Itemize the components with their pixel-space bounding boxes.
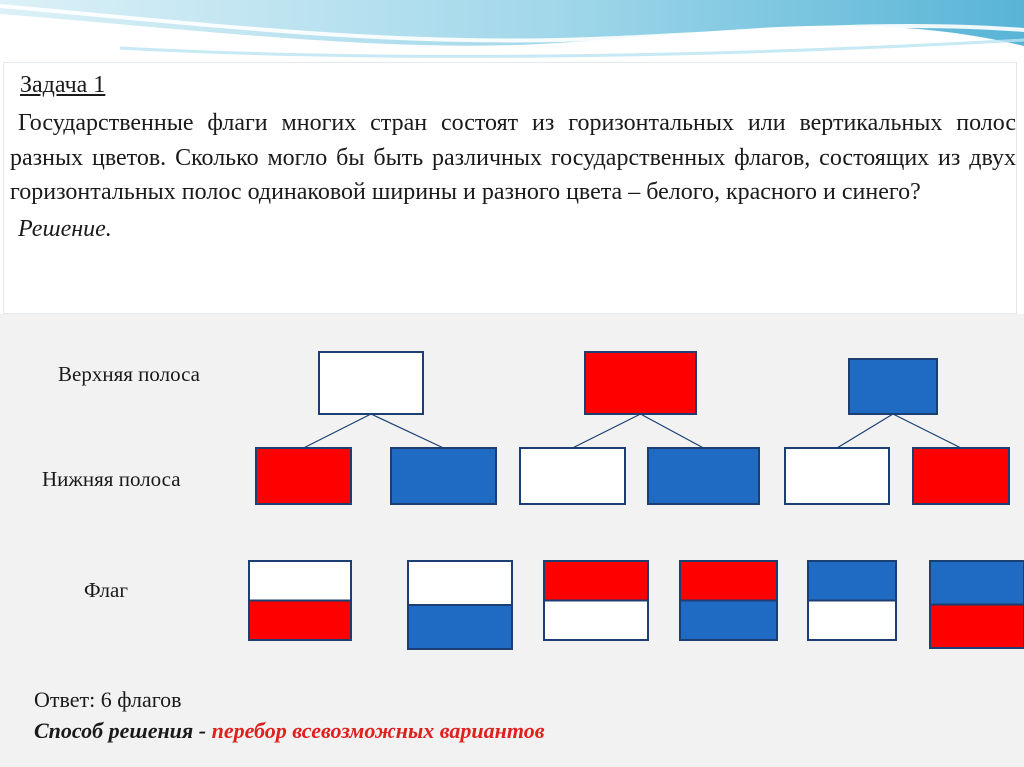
tree-connector [893, 414, 961, 448]
top-stripe-red [585, 352, 696, 414]
top-stripe-blue [849, 359, 937, 414]
task-title: Задача 1 [20, 72, 106, 98]
flag-1-top-white [249, 561, 351, 601]
flag-5-bottom-white [808, 601, 896, 641]
flag-1-bottom-red [249, 601, 351, 641]
tree-connector [573, 414, 641, 448]
flag-2-bottom-blue [408, 605, 512, 649]
top-stripe-label: Верхняя полоса [58, 362, 200, 386]
top-stripe-white [319, 352, 423, 414]
solution-method [34, 718, 545, 744]
method-value: перебор всевозможных вариантов [211, 718, 545, 743]
bottom-stripe-red [256, 448, 351, 504]
bottom-stripe-white [785, 448, 889, 504]
flag-3-top-red [544, 561, 648, 601]
flag-5-top-blue [808, 561, 896, 601]
bottom-stripe-red [913, 448, 1009, 504]
flag-6-bottom-red [930, 605, 1024, 649]
tree-connector [371, 414, 444, 448]
method-separator: - [193, 718, 212, 743]
bottom-stripe-label: Нижняя полоса [42, 467, 181, 491]
method-prefix: Способ решения [34, 718, 194, 743]
tree-connector [837, 414, 893, 448]
flag-4-top-red [680, 561, 777, 601]
flag-3-bottom-white [544, 601, 648, 641]
answer-text: Ответ: 6 флагов [34, 687, 182, 712]
flag-2-top-white [408, 561, 512, 605]
bottom-stripe-white [520, 448, 625, 504]
solution-label: Решение. [18, 216, 112, 242]
bottom-stripe-blue [648, 448, 759, 504]
bottom-stripe-blue [391, 448, 496, 504]
tree-connector [641, 414, 704, 448]
flag-4-bottom-blue [680, 601, 777, 641]
flag-label: Флаг [84, 578, 128, 602]
tree-connector [304, 414, 372, 448]
flag-6-top-blue [930, 561, 1024, 605]
task-text: Государственные флаги многих стран состоят из горизонтальных или вертикальных полос разных цветов. Сколько могло бы быть различных государственных флагов, состоящих из двух горизонтальных полос одинаковой ширины и разного цвета – белого, красного и синего? [10, 110, 1016, 205]
